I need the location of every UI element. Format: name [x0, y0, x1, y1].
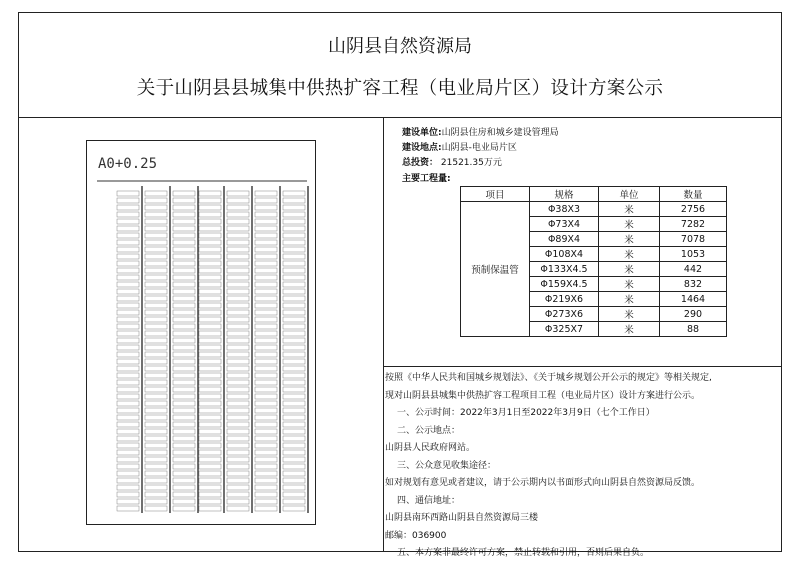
notice-item-1: 一、公示时间：2022年3月1日至2022年3月9日（七个工作日）: [397, 408, 655, 418]
row-qty: 290: [660, 307, 727, 322]
notice-item-4-value: 山阴县南环西路山阴县自然资源局三楼: [385, 513, 539, 523]
notice-item-2-value: 山阴县人民政府网站。: [385, 443, 476, 453]
row-qty: 2756: [660, 202, 727, 217]
row-spec: Φ89X4: [530, 232, 599, 247]
row-spec: Φ73X4: [530, 217, 599, 232]
site-value: 山阴县-电业局片区: [441, 143, 517, 153]
header-qty: 数量: [660, 187, 727, 202]
row-qty: 442: [660, 262, 727, 277]
notice-postcode: 邮编：036900: [385, 530, 447, 541]
row-qty: 88: [660, 322, 727, 337]
vertical-divider: [383, 117, 384, 552]
row-unit: 米: [599, 217, 660, 232]
investment-label: 总投资：: [402, 158, 439, 168]
row-spec: Φ273X6: [530, 307, 599, 322]
info-site: [402, 140, 517, 153]
site-plan-drawing: [87, 141, 315, 524]
info-unit: [402, 125, 559, 138]
notice-item-3: 三、公众意见收集途径：: [397, 460, 497, 471]
notice-item-4: 四、通信地址：: [397, 495, 461, 506]
notice-item-5: 五、本方案非最终许可方案，禁止转载和引用，否则后果自负。: [397, 548, 650, 558]
row-qty: 1464: [660, 292, 727, 307]
site-label: 建设地点:: [402, 143, 442, 153]
row-unit: 米: [599, 232, 660, 247]
row-qty: 1053: [660, 247, 727, 262]
row-unit: 米: [599, 202, 660, 217]
notice-item-3-value: 如对规划有意见或者建议，请于公示期内以书面形式向山阴县自然资源局反馈。: [385, 478, 701, 488]
notice-intro-2: 现对山阴县县城集中供热扩容工程项目工程（电业局片区）设计方案进行公示。: [385, 390, 701, 401]
notice-item-2: 二、公示地点：: [397, 425, 461, 436]
header-unit: 单位: [599, 187, 660, 202]
info-quantities: [402, 171, 451, 184]
row-unit: 米: [599, 277, 660, 292]
row-spec: Φ38X3: [530, 202, 599, 217]
row-qty: 7078: [660, 232, 727, 247]
row-unit: 米: [599, 262, 660, 277]
row-spec: Φ108X4: [530, 247, 599, 262]
row-qty: 832: [660, 277, 727, 292]
table-header-row: [461, 187, 727, 202]
agency-name: 山阴县自然资源局: [328, 36, 472, 57]
section-divider: [384, 366, 782, 367]
investment-value: 21521.35万元: [440, 158, 502, 168]
notice-intro-1: 按照《中华人民共和国城乡规划法》、《关于城乡规划公开公示的规定》等相关规定,: [385, 373, 712, 383]
quantities-label: 主要工程量:: [402, 174, 451, 184]
row-unit: 米: [599, 292, 660, 307]
row-spec: Φ159X4.5: [530, 277, 599, 292]
row-unit: 米: [599, 322, 660, 337]
quantity-table: [460, 186, 727, 337]
site-plan: [86, 140, 316, 525]
unit-label: 建设单位:: [402, 128, 442, 138]
unit-value: 山阴县住房和城乡建设管理局: [441, 128, 559, 138]
group-label: 预制保温管: [461, 202, 530, 337]
notice-text: [385, 370, 765, 563]
page-title: 关于山阴县县城集中供热扩容工程（电业局片区）设计方案公示: [136, 78, 664, 99]
header-spec: 规格: [530, 187, 599, 202]
row-qty: 7282: [660, 217, 727, 232]
info-investment: [402, 155, 502, 168]
table-row: [461, 202, 727, 217]
row-spec: Φ325X7: [530, 322, 599, 337]
row-spec: Φ219X6: [530, 292, 599, 307]
map-label: A0+0.25: [98, 156, 158, 172]
row-unit: 米: [599, 307, 660, 322]
header-item: 项目: [461, 187, 530, 202]
title-area: [18, 12, 782, 118]
row-spec: Φ133X4.5: [530, 262, 599, 277]
row-unit: 米: [599, 247, 660, 262]
